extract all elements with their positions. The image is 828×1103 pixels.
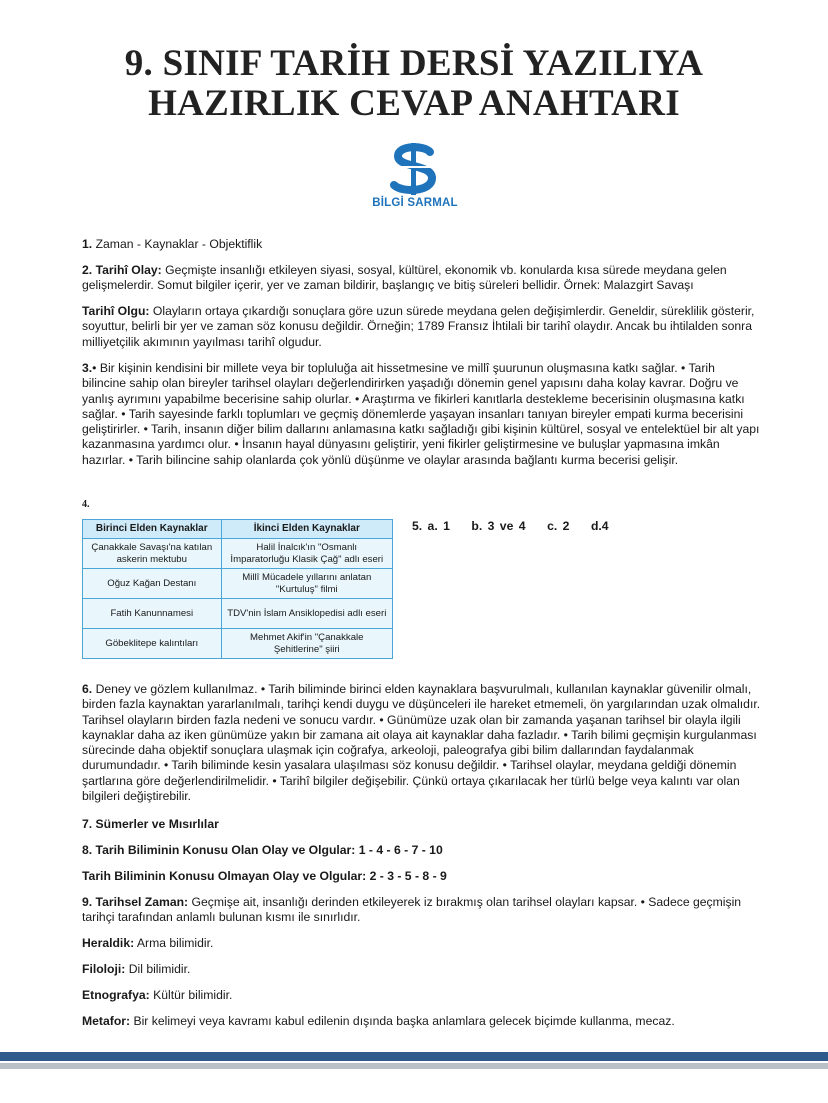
- answer-1: [82, 237, 762, 252]
- answer-3-number: 3.: [82, 361, 93, 375]
- table-row: [83, 629, 393, 659]
- logo-text: BİLGİ SARMAL: [372, 197, 458, 209]
- answer-2-olay: [82, 263, 762, 294]
- table-cell: Millî Mücadele yıllarını anlatan "Kurtuluş" filmi: [221, 569, 392, 599]
- answer-4-number: 4.: [82, 499, 90, 510]
- answer-1-text: Zaman - Kaynaklar - Objektiflik: [95, 237, 263, 251]
- table-cell: Çanakkale Savaşı'na katılan askerin mektubu: [83, 539, 222, 569]
- title-line-2: HAZIRLIK CEVAP ANAHTARI: [148, 83, 680, 124]
- definition-heraldik: [82, 936, 762, 951]
- answer-6: [82, 682, 762, 804]
- table-cell: Göbeklitepe kalıntıları: [83, 629, 222, 659]
- footer-bar-secondary: [0, 1063, 828, 1069]
- definition-text: Dil bilimidir.: [128, 962, 191, 976]
- answer-6-number: 6.: [82, 682, 93, 696]
- answer-8-line-1: 8. Tarih Biliminin Konusu Olan Olay ve Olgular: 1 - 4 - 6 - 7 - 10: [82, 843, 443, 857]
- tarihi-olay-text: Geçmişte insanlığı etkileyen siyasi, sosyal, kültürel, ekonomik vb. konularda kısa sürede meydana gelen gelişmelerdir. Somut bilgiler içerir, yer ve zaman bildirir, başlangıç ve bitiş süreleri bellidir. Örnek: Malazgirt Savaşı: [82, 263, 727, 293]
- tarihi-olgu-text: Olayların ortaya çıkardığı sonuçlara göre uzun sürede meydana gelen değişimlerdir. Geneldir, süreklilik gösterir, soyuttur, belirli bir yer ve zaman söz konusu değildir. Örneğin; 1789 Fransız İhtilali bir tarihî olaydır. Ancak bu ihtilalden sonra milliyetçilik akımının yayılması tarihî olgudur.: [82, 304, 755, 349]
- definition-etnografya: [82, 988, 762, 1003]
- answer-1-number: 1.: [82, 237, 93, 251]
- title-line-1: 9. SINIF TARİH DERSİ YAZILIYA: [124, 43, 704, 84]
- answer-3-text: • Bir kişinin kendisini bir millete veya bir topluluğa ait hissetmesine ve millî şuurunun oluşmasına katkı sağlar. • Tarih bilincine sahip olan bireyler tarihsel olayları değerlendirirken yaşadığı dönemin genel yapısını daha kolay kavrar. Doğru ve yanlış ayrımını yapabilme becerisine sahip olurlar. • Araştırma ve fikirleri kanıtlarla destekleme becerisinin oluşmasına katkı sağlar. • Tarih sayesinde farklı toplumları ve geçmiş dönemlerde yaşayan insanları tanıyan bireyler empati kurma becerisini geliştirirler. • Tarih, insanın diğer bilim dallarını anlamasına katkı sağladığı gibi kişinin kültürel, sosyal ve entelektüel bir alt yapı kazanmasına yardımcı olur. • İnsanın hayal dünyasını geliştirir, yeni fikirler geliştirmesine ve buluşlar yapmasına imkân hazırlar. • Tarih bilincine sahip olanlarda çok yönlü düşünme ve olaylar arasında bağlantı kurma becerisi gelişir.: [82, 361, 760, 467]
- tarihsel-zaman-label: 9. Tarihsel Zaman:: [82, 895, 189, 909]
- definition-text: Arma bilimidir.: [136, 936, 214, 950]
- tarihsel-zaman-text: Geçmişe ait, insanlığı derinden etkileyerek iz bırakmış olan tarihsel olayları kapsar. • Sadece geçmişin tarihçi tarafından anlamlı bulunan kısmı ile sınırlıdır.: [82, 895, 742, 925]
- table-cell: Oğuz Kağan Destanı: [83, 569, 222, 599]
- tarihi-olgu-label: Tarihî Olgu:: [82, 304, 150, 318]
- bilgi-sarmal-logo: [360, 143, 470, 218]
- definition-text: Bir kelimeyi veya kavramı kabul edilenin dışında başka anlamlara gelecek biçimde kullanma, mecaz.: [133, 1014, 675, 1028]
- answer-9: [82, 895, 762, 926]
- definition-metafor: [82, 1014, 762, 1029]
- page-title: [0, 44, 828, 124]
- table-cell: Mehmet Akif'in "Çanakkale Şehitlerine" şiiri: [221, 629, 392, 659]
- definition-term: Etnografya:: [82, 988, 150, 1002]
- footer-bar: [0, 1052, 828, 1061]
- answer-3: [82, 361, 762, 468]
- answer-8-line-2: Tarih Biliminin Konusu Olmayan Olay ve Olgular: 2 - 3 - 5 - 8 - 9: [82, 869, 447, 883]
- answer-5: 5. a. 1 b. 3 ve 4 c. 2 d.4: [412, 519, 609, 533]
- table-header-secondary: İkinci Elden Kaynaklar: [221, 520, 392, 539]
- table-row: [83, 599, 393, 629]
- answer-7: 7. Sümerler ve Mısırlılar: [82, 817, 219, 831]
- table-row: [83, 539, 393, 569]
- definition-text: Kültür bilimidir.: [153, 988, 233, 1002]
- table-cell: Fatih Kanunnamesi: [83, 599, 222, 629]
- table-header-primary: Birinci Elden Kaynaklar: [83, 520, 222, 539]
- answer-2-olgu: [82, 304, 762, 350]
- table-header-row: [83, 520, 393, 539]
- definition-term: Metafor:: [82, 1014, 131, 1028]
- definition-filoloji: [82, 962, 762, 977]
- definition-term: Filoloji:: [82, 962, 126, 976]
- sarmal-logo-icon: [384, 143, 446, 195]
- definition-term: Heraldik:: [82, 936, 135, 950]
- sources-table: [82, 519, 393, 659]
- answer-6-text: Deney ve gözlem kullanılmaz. • Tarih biliminde birinci elden kaynaklara başvurulmalı, kullanılan kaynaklar güvenilir olmalı, birden fazla kaynaktan yararlanılmalı, tarihçi kendi duygu ve düşünceleri ile hareket etmemeli, ön yargılarından uzak olmalıdır. Tarihsel olayların birden fazla nedeni ve sonucu vardır. • Günümüze uzak olan bir zamanda yaşanan tarihsel bir olayla ilgili kaynaklar daha az iken günümüze yakın bir zamana ait olaya ait kaynaklar daha fazladır. • Tarih bilimi geçmişin kurgulanması sürecinde daha objektif sonuçlara ulaşmak için coğrafya, arkeoloji, paleografya gibi bilim dallarından faydalanmak durumundadır. • Tarih biliminde kesin yasalara ulaşılması söz konusu değildir. • Tarihsel olaylar, meydana geldiği dönemin şartlarına göre değerlendirilmelidir. • Tarihî bilgiler değişebilir. Çünkü ortaya çıkarılacak her türlü belge veya kalıntı var olan bilgileri değiştirebilir.: [82, 682, 761, 804]
- table-row: [83, 569, 393, 599]
- tarihi-olay-label: Tarihî Olay:: [95, 263, 162, 277]
- table-cell: TDV'nin İslam Ansiklopedisi adlı eseri: [221, 599, 392, 629]
- table-cell: Halil İnalcık'ın "Osmanlı İmparatorluğu Klasik Çağ" adlı eseri: [221, 539, 392, 569]
- answer-2-number: 2.: [82, 263, 93, 277]
